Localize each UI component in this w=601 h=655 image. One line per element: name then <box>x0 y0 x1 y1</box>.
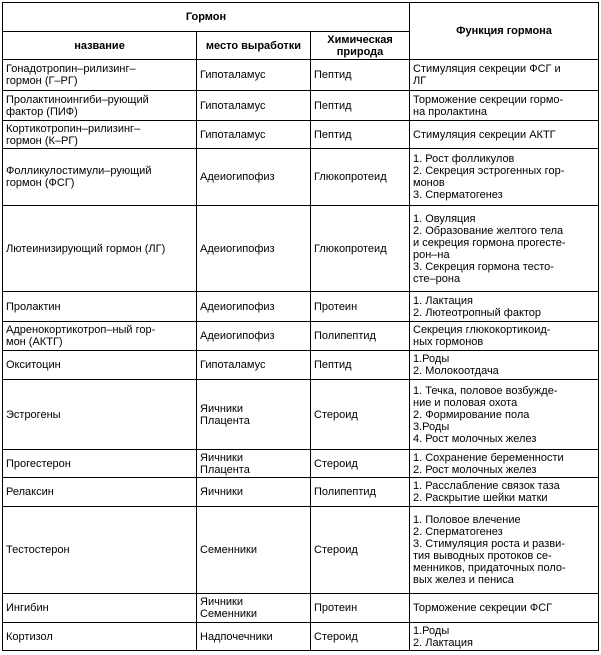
hormone-name-cell <box>3 121 197 149</box>
hormone-name-line: Гонадотропин–рилизинг– <box>6 63 136 75</box>
hormone-function-line: Стимуляция секреции АКТГ <box>413 128 556 141</box>
hormone-function-cell <box>410 121 599 149</box>
production-site-cell <box>197 478 311 507</box>
production-site-line: Гипоталамус <box>200 99 266 112</box>
hormone-name-line: Тестостерон <box>6 544 70 556</box>
production-site-line: Гипоталамус <box>200 69 266 81</box>
chemical-nature-cell: Стероид <box>311 380 410 450</box>
table-row <box>3 380 599 450</box>
hormone-function-cell <box>410 450 599 478</box>
hormone-function-cell <box>410 623 599 651</box>
production-site-line: Плацента <box>200 463 250 476</box>
hormone-function-cell <box>410 206 599 292</box>
hormone-function-line: 2. Лактация <box>413 636 473 649</box>
table-row <box>3 206 599 292</box>
chemical-nature-cell: Пептид <box>311 60 410 91</box>
table-row <box>3 450 599 478</box>
header-chem: Химическая природа <box>311 32 410 60</box>
production-site-cell <box>197 121 311 149</box>
production-site-line: Гипоталамус <box>200 359 266 371</box>
chemical-nature-cell: Полипептид <box>311 478 410 507</box>
hormone-function-line: менников, придаточных поло- <box>413 562 566 574</box>
hormone-function-line: 3. Сперматогенез <box>413 189 503 201</box>
production-site-line: Гипоталамус <box>200 128 266 141</box>
hormone-function-line: Секреция глюкокортикоид- <box>413 324 551 336</box>
table-row <box>3 594 599 623</box>
production-site-line: Адеиогипофиз <box>200 171 275 183</box>
hormone-function-line: вых желез и пениса <box>413 574 514 586</box>
chemical-nature-cell: Пептид <box>311 121 410 149</box>
hormone-name-line: Кортизол <box>6 630 53 643</box>
table-row <box>3 507 599 594</box>
table-row <box>3 623 599 651</box>
hormone-function-cell <box>410 60 599 91</box>
hormone-function-line: 2. Молокоотдача <box>413 365 499 377</box>
hormone-function-line: 2. Лютеотропный фактор <box>413 306 542 319</box>
chemical-nature-cell: Глюкопротеид <box>311 206 410 292</box>
chemical-nature-cell: Стероид <box>311 450 410 478</box>
hormone-name-line: Лютеинизирующий гормон (ЛГ) <box>6 242 166 255</box>
chemical-nature-cell: Пептид <box>311 351 410 380</box>
hormone-name-line: Ингибин <box>6 602 49 614</box>
hormone-name-line: фактор (ПИФ) <box>6 105 78 118</box>
production-site-cell <box>197 380 311 450</box>
production-site-cell <box>197 149 311 206</box>
hormone-function-line: 1. Сохранение беременности <box>413 451 564 464</box>
hormone-function-cell <box>410 292 599 322</box>
production-site-cell <box>197 450 311 478</box>
hormone-function-line: 2. Раскрытие шейки матки <box>413 492 548 504</box>
hormone-function-line: 3. Стимуляция роста и разви- <box>413 538 565 550</box>
table-row <box>3 351 599 380</box>
hormone-name-line: Прогестерон <box>6 457 71 470</box>
hormone-name-cell <box>3 478 197 507</box>
hormone-function-cell <box>410 380 599 450</box>
table-row <box>3 478 599 507</box>
hormone-function-cell <box>410 351 599 380</box>
hormone-function-line: 1.Роды <box>413 624 450 637</box>
hormone-name-line: Окситоцин <box>6 359 61 371</box>
hormone-function-cell <box>410 322 599 351</box>
production-site-cell <box>197 60 311 91</box>
header-function: Функция гормона <box>410 3 599 60</box>
hormone-function-line: монов <box>413 177 445 189</box>
hormone-name-cell <box>3 60 197 91</box>
production-site-cell <box>197 351 311 380</box>
hormone-name-cell <box>3 292 197 322</box>
hormone-function-cell <box>410 149 599 206</box>
hormone-function-line: 4. Рост молочных желез <box>413 432 537 445</box>
hormone-name-line: Кортикотропин–рилизинг– <box>6 122 141 135</box>
hormone-name-cell <box>3 206 197 292</box>
production-site-cell <box>197 322 311 351</box>
hormone-name-cell <box>3 623 197 651</box>
hormone-function-line: Стимуляция секреции ФСГ и <box>413 63 561 75</box>
chemical-nature-cell: Протеин <box>311 594 410 623</box>
header-row-group <box>3 3 599 32</box>
hormone-function-cell <box>410 91 599 121</box>
hormone-function-line: 1. Расслабление связок таза <box>413 480 560 492</box>
hormone-name-line: Фолликулостимули–рующий <box>6 165 152 177</box>
hormone-name-line: гормон (К–РГ) <box>6 134 78 147</box>
hormone-name-line: Адренокортикотроп–ный гор- <box>6 324 156 336</box>
table-row <box>3 91 599 121</box>
hormone-function-line: 1. Овуляция <box>413 212 476 225</box>
production-site-line: Яичники <box>200 486 243 498</box>
hormone-function-line: Торможение секреции гормо- <box>413 93 564 106</box>
production-site-cell <box>197 594 311 623</box>
production-site-cell <box>197 507 311 594</box>
production-site-line: Яичники <box>200 451 243 464</box>
hormone-function-line: 2. Формирование пола <box>413 408 530 421</box>
hormone-function-line: ние и половая охота <box>413 396 518 409</box>
chemical-nature-cell: Протеин <box>311 292 410 322</box>
header-hormone-group: Гормон <box>3 3 410 32</box>
production-site-line: Яичники <box>200 596 243 608</box>
hormone-name-line: Пролактин <box>6 300 61 313</box>
hormone-name-line: мон (АКТГ) <box>6 336 63 348</box>
hormone-function-line: ных гормонов <box>413 336 484 348</box>
hormone-name-line: гормон (ФСГ) <box>6 177 75 189</box>
hormone-table <box>2 2 599 651</box>
table-row <box>3 60 599 91</box>
production-site-line: Семенники <box>200 544 257 556</box>
hormone-function-line: тия выводных протоков се- <box>413 550 552 562</box>
hormone-name-line: Релаксин <box>6 486 54 498</box>
hormone-function-cell <box>410 594 599 623</box>
header-place: место выработки <box>197 32 311 60</box>
hormone-name-cell <box>3 450 197 478</box>
hormone-name-line: гормон (Г–РГ) <box>6 75 78 87</box>
hormone-name-cell <box>3 149 197 206</box>
hormone-name-cell <box>3 507 197 594</box>
hormone-function-line: на пролактина <box>413 105 488 118</box>
hormone-name-cell <box>3 322 197 351</box>
production-site-line: Адеиогипофиз <box>200 242 275 255</box>
hormone-name-cell <box>3 351 197 380</box>
production-site-line: Адеиогипофиз <box>200 300 275 313</box>
production-site-cell <box>197 206 311 292</box>
hormone-function-line: 3.Роды <box>413 420 450 433</box>
hormone-function-cell <box>410 507 599 594</box>
hormone-function-line: 1. Лактация <box>413 294 473 307</box>
hormone-function-line: 2. Сперматогенез <box>413 526 503 538</box>
production-site-line: Семенники <box>200 608 257 620</box>
production-site-line: Яичники <box>200 402 243 415</box>
production-site-line: Плацента <box>200 414 250 427</box>
production-site-cell <box>197 91 311 121</box>
production-site-line: Надпочечники <box>200 630 273 643</box>
hormone-function-line: сте–рона <box>413 272 461 285</box>
hormone-name-cell <box>3 380 197 450</box>
hormone-function-line: 2. Рост молочных желез <box>413 463 537 476</box>
hormone-function-line: 1.Роды <box>413 353 450 365</box>
table-row <box>3 149 599 206</box>
hormone-name-cell <box>3 594 197 623</box>
chemical-nature-cell: Полипептид <box>311 322 410 351</box>
hormone-function-line: 3. Секреция гормона тесто- <box>413 260 554 273</box>
hormone-name-line: Пролактиноингиби–рующий <box>6 93 149 106</box>
hormone-function-line: 2. Секреция эстрогенных гор- <box>413 165 565 177</box>
hormone-name-cell <box>3 91 197 121</box>
hormone-function-line: рон–на <box>413 248 450 261</box>
chemical-nature-cell: Пептид <box>311 91 410 121</box>
hormone-function-line: 1. Рост фолликулов <box>413 153 515 165</box>
chemical-nature-cell: Стероид <box>311 507 410 594</box>
hormone-function-line: Торможение секреции ФСГ <box>413 602 553 614</box>
hormone-function-line: и секреция гормона прогесте- <box>413 236 566 249</box>
table-row <box>3 322 599 351</box>
chemical-nature-cell: Глюкопротеид <box>311 149 410 206</box>
chemical-nature-cell: Стероид <box>311 623 410 651</box>
production-site-line: Адеиогипофиз <box>200 330 275 342</box>
production-site-cell <box>197 623 311 651</box>
hormone-function-line: 2. Образование желтого тела <box>413 224 564 237</box>
table-row <box>3 292 599 322</box>
hormone-function-line: 1. Течка, половое возбужде- <box>413 384 558 397</box>
production-site-cell <box>197 292 311 322</box>
hormone-function-line: ЛГ <box>413 75 427 87</box>
hormone-function-cell <box>410 478 599 507</box>
header-name: название <box>3 32 197 60</box>
hormone-function-line: 1. Половое влечение <box>413 514 521 526</box>
hormone-name-line: Эстрогены <box>6 408 61 421</box>
table-row <box>3 121 599 149</box>
